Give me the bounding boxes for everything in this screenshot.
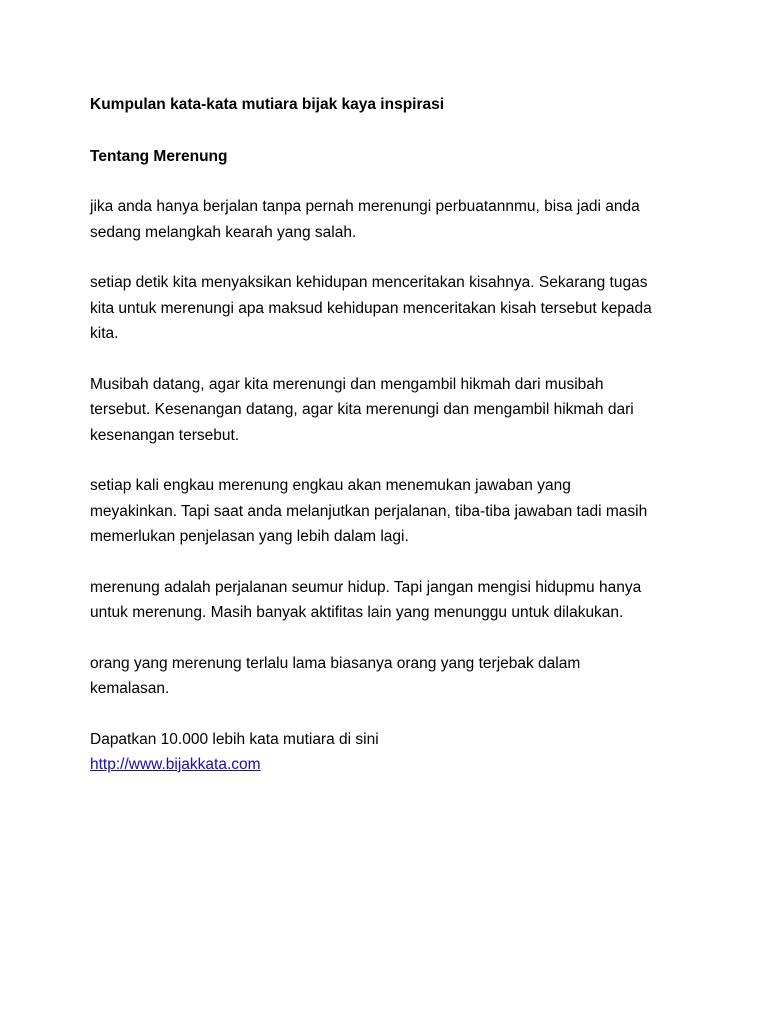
paragraph-4 [90,473,690,550]
paragraph-line: Musibah datang, agar kita merenungi dan mengambil hikmah dari musibah [90,375,604,393]
paragraph-line: merenung adalah perjalanan seumur hidup. Tapi jangan mengisi hidupmu hanya [90,578,642,596]
paragraph-6 [90,651,690,702]
document-title: Kumpulan kata-kata mutiara bijak kaya inspirasi [90,96,445,113]
website-link[interactable]: http://www.bijakkata.com [90,756,261,773]
paragraph-1 [90,194,690,245]
paragraph-2 [90,270,690,347]
paragraph-line: untuk merenung. Masih banyak aktifitas lain yang menunggu untuk dilakukan. [90,604,624,621]
paragraph-line: jika anda hanya berjalan tanpa pernah merenungi perbuatannmu, bisa jadi anda [90,198,640,215]
paragraph-5 [90,575,690,626]
paragraph-line: setiap detik kita menyaksikan kehidupan menceritakan kisahnya. Sekarang tugas [90,274,648,291]
paragraph-line: kita. [90,325,119,342]
paragraph-line: sedang melangkah kearah yang salah. [90,223,357,241]
section-heading: Tentang Merenung [90,147,228,165]
footer-block [90,727,690,778]
paragraph-3 [90,372,690,449]
paragraph-line: meyakinkan. Tapi saat anda melanjutkan perjalanan, tiba-tiba jawaban tadi masih [90,502,648,520]
paragraph-line: setiap kali engkau merenung engkau akan menemukan jawaban yang [90,477,571,494]
paragraph-line: tersebut. Kesenangan datang, agar kita merenungi dan mengambil hikmah dari [90,401,634,418]
paragraph-line: orang yang merenung terlalu lama biasanya orang yang terjebak dalam [90,654,581,672]
paragraph-line: kemalasan. [90,680,170,697]
paragraph-line: memerlukan penjelasan yang lebih dalam lagi. [90,528,409,545]
paragraph-line: kesenangan tersebut. [90,426,240,444]
paragraph-line: kita untuk merenungi apa maksud kehidupan menceritakan kisah tersebut kepada [90,299,652,317]
document-body [90,92,690,778]
footer-text: Dapatkan 10.000 lebih kata mutiara di sini [90,730,379,748]
